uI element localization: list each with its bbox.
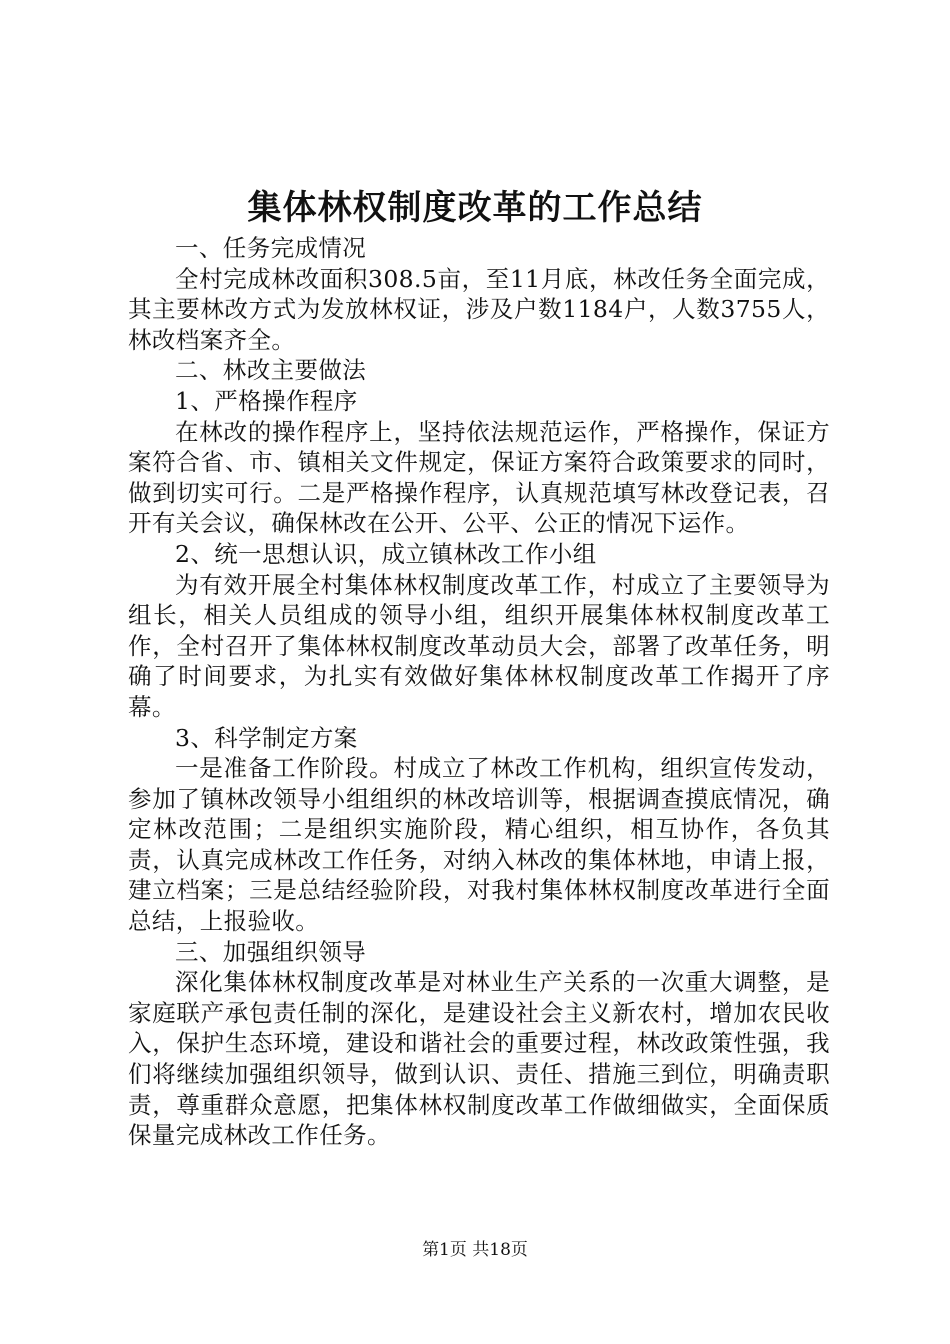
subheading-unified-thinking: 2、统一思想认识，成立镇林改工作小组: [175, 539, 597, 568]
subheading-strict-procedure: 1、严格操作程序: [175, 386, 358, 415]
paragraph-scientific-plan: 一是准备工作阶段。村成立了林改工作机构，组织宣传发动，参加了镇林改领导小组组织的林改培训等，根据调查摸底情况，确定林改范围；二是组织实施阶段，精心组织，相互协作，各负其责，认真完成林改工作任务，对纳入林改的集体林地，申请上报，建立档案；三是总结经验阶段，对我村集体林权制度改革进行全面总结，上报验收。: [128, 754, 830, 936]
document-body: [128, 233, 830, 1151]
paragraph-strict-procedure: 在林改的操作程序上，坚持依法规范运作，严格操作，保证方案符合省、市、镇相关文件规定，保证方案符合政策要求的同时，做到切实可行。二是严格操作程序，认真规范填写林改登记表，召开有关会议，确保林改在公开、公平、公正的情况下运作。: [128, 417, 830, 538]
subheading-scientific-plan: 3、科学制定方案: [175, 723, 358, 752]
section-heading-main-practices: 二、林改主要做法: [175, 356, 367, 385]
section-heading-task-completion: 一、任务完成情况: [175, 234, 367, 262]
paragraph-unified-thinking: 为有效开展全村集体林权制度改革工作，村成立了主要领导为组长，相关人员组成的领导小组，组织开展集体林权制度改革工作，全村召开了集体林权制度改革动员大会，部署了改革任务，明确了时间要求，为扎实有效做好集体林权制度改革工作揭开了序幕。: [128, 570, 830, 721]
document-title: 集体林权制度改革的工作总结: [247, 188, 703, 228]
page-number-footer: 第1页 共18页: [422, 1240, 528, 1260]
paragraph-strengthen-leadership: 深化集体林权制度改革是对林业生产关系的一次重大调整，是家庭联产承包责任制的深化，是建设社会主义新农村，增加农民收入，保护生态环境，建设和谐社会的重要过程，林改政策性强，我们将继续加强组织领导，做到认识、责任、措施三到位，明确责职责，尊重群众意愿，把集体林权制度改革工作做细做实，全面保质保量完成林改工作任务。: [128, 968, 830, 1150]
paragraph-task-completion: 全村完成林改面积308.5亩，至11月底，林改任务全面完成，其主要林改方式为发放林权证，涉及户数1184户，人数3755人，林改档案齐全。: [128, 264, 830, 354]
section-heading-strengthen-leadership: 三、加强组织领导: [175, 937, 367, 966]
